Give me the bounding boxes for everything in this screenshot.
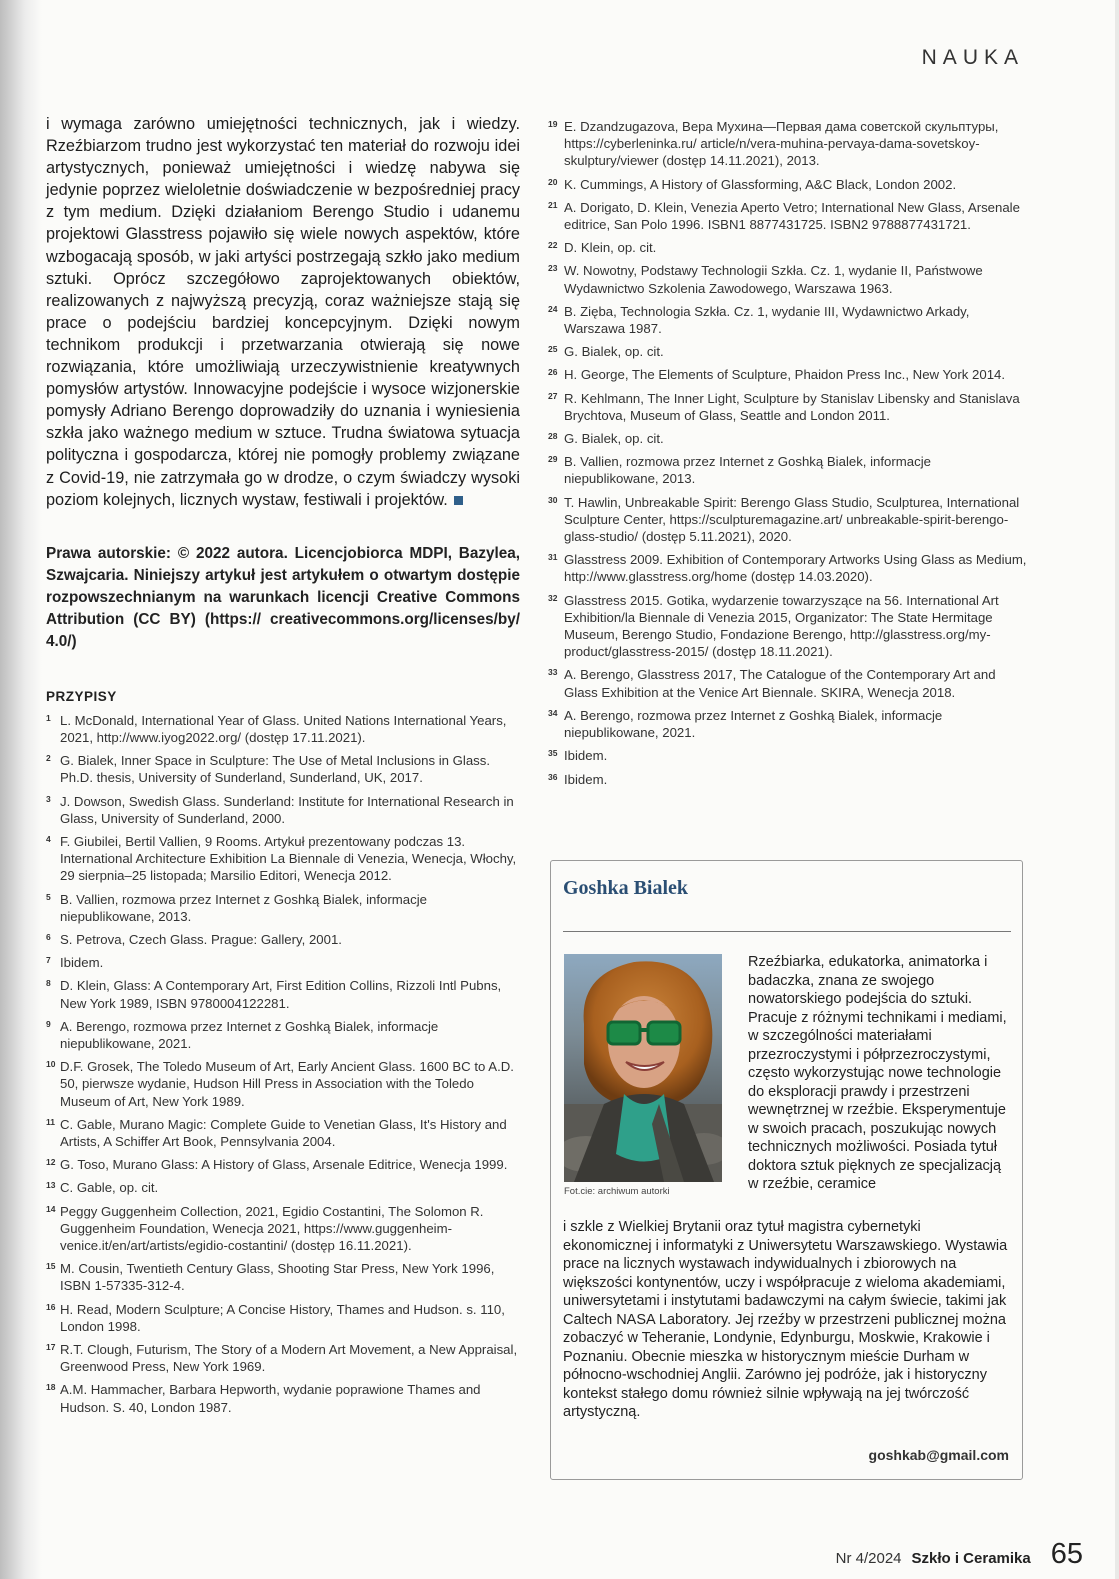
footnote-text: K. Cummings, A History of Glassforming, A&C Black, London 2002. [564, 176, 957, 192]
footnote-item [548, 592, 1028, 661]
footnote-item [548, 239, 1028, 256]
magazine-title: Szkło i Ceramika [911, 1550, 1031, 1567]
footnote-item [46, 954, 520, 971]
footnote-item [46, 931, 520, 948]
footnote-item [46, 1260, 520, 1294]
footnote-text: S. Petrova, Czech Glass. Prague: Gallery, 2001. [60, 931, 342, 947]
footnote-number: 33 [548, 667, 558, 678]
page-number: 65 [1050, 1538, 1083, 1570]
footnote-number: 21 [548, 199, 558, 210]
section-label: NAUKA [921, 46, 1024, 69]
footnote-item [548, 303, 1028, 337]
footnote-text: F. Giubilei, Bertil Vallien, 9 Rooms. Artykuł prezentowany podczas 13. International Architecture Exhibition La Biennale di Venezia, Wenecja, Włochy, 29 sierpnia–25 listopada; Marsilio Editori, Wenecja 2012. [60, 833, 517, 884]
footnote-number: 31 [548, 552, 558, 563]
footnote-text: G. Bialek, Inner Space in Sculpture: The Use of Metal Inclusions in Glass. Ph.D. thesis, University of Sunderland, Sunderland, UK, 2017. [60, 753, 491, 786]
footnote-item [548, 707, 1028, 741]
footnote-item [548, 494, 1028, 546]
footnote-number: 25 [548, 344, 558, 355]
footnote-text: H. Read, Modern Sculpture; A Concise History, Thames and Hudson. s. 110, London 1998. [60, 1301, 505, 1334]
footnote-number: 6 [46, 931, 51, 942]
footnote-item [548, 343, 1028, 360]
footnote-text: Glasstress 2009. Exhibition of Contemporary Artworks Using Glass as Medium, http://www.glasstress.org/home (dostęp 14.03.2020). [564, 552, 1027, 585]
footnote-number: 15 [46, 1261, 56, 1272]
footnote-number: 10 [46, 1059, 56, 1070]
footnote-number: 27 [548, 390, 558, 401]
footnote-text: A.M. Hammacher, Barbara Hepworth, wydanie poprawione Thames and Hudson. S. 40, London 1987. [60, 1382, 481, 1415]
footnote-item [46, 1341, 520, 1375]
footnote-text: Ibidem. [564, 748, 608, 764]
footnote-text: R. Kehlmann, The Inner Light, Sculpture by Stanislav Libensky and Stanislava Brychtova, Museum of Glass, Seattle and London 2011. [564, 390, 1020, 423]
footnote-number: 13 [46, 1180, 56, 1191]
footnote-item [46, 1116, 520, 1150]
left-column [46, 113, 520, 1422]
photo-credit: Fot.cie: archiwum autorki [564, 1186, 670, 1197]
footnote-number: 19 [548, 119, 558, 129]
footnote-item [46, 752, 520, 786]
bio-divider [563, 931, 1011, 932]
footnotes-list-right [548, 118, 1028, 788]
footnote-text: W. Nowotny, Podstawy Technologii Szkła. Cz. 1, wydanie II, Państwowe Wydawnictwo Szkolenia Zawodowego, Warszawa 1963. [564, 263, 983, 296]
footnote-number: 23 [548, 263, 558, 274]
footnote-item [548, 430, 1028, 447]
footnote-item [548, 771, 1028, 788]
footnote-item [46, 793, 520, 827]
footnote-item [46, 1179, 520, 1196]
footnote-number: 3 [46, 793, 51, 804]
footnote-text: D. Klein, Glass: A Contemporary Art, First Edition Collins, Rizzoli Intl Pubns, New York 1989, ISBN 9780004122281. [60, 978, 502, 1011]
footnote-text: A. Berengo, Glasstress 2017, The Catalogue of the Contemporary Art and Glass Exhibition at the Venice Art Biennale. SKIRA, Wenecja 2018. [564, 667, 996, 700]
bio-text-beside-photo: Rzeźbiarka, edukatorka, animatorka i badaczka, znana ze swojego nowatorskiego podejścia do sztuki. Pracuje z różnymi technikami i mediami, w szczególności materiałami przezroczystymi i półprzezroczystymi, często wykorzystując nowe technologie do eksploracji prawdy i przestrzeni wewnętrznej w rzeźbie. Eksperymentuje w swoich pracach, poszukując nowych technicznych możliwości. Posiada tytuł doktora sztuk pięknych ze specjalizacją w rzeźbie, ceramice [748, 954, 1007, 1192]
footnote-item [548, 390, 1028, 424]
footnote-item [46, 1156, 520, 1173]
footnote-number: 14 [46, 1203, 56, 1214]
footnote-item [548, 366, 1028, 383]
footnotes-heading: PRZYPISY [46, 688, 117, 704]
footnote-number: 8 [46, 978, 51, 989]
footnote-text: A. Berengo, rozmowa przez Internet z Goshką Bialek, informacje niepublikowane, 2021. [60, 1018, 439, 1051]
footnote-number: 11 [46, 1116, 55, 1127]
footnote-number: 20 [548, 176, 558, 187]
footnote-text: B. Vallien, rozmowa przez Internet z Goshką Bialek, informacje niepublikowane, 2013. [60, 891, 427, 924]
footnote-number: 32 [548, 592, 558, 603]
author-photo [564, 954, 722, 1182]
footnote-text: J. Dowson, Swedish Glass. Sunderland: Institute for International Research in Glass, University of Sunderland, 2000. [60, 793, 514, 826]
footnote-number: 9 [46, 1018, 51, 1029]
footnote-item [548, 666, 1028, 700]
footnote-number: 34 [548, 707, 558, 718]
footnote-text: Peggy Guggenheim Collection, 2021, Egidio Costantini, The Solomon R. Guggenheim Foundation, Wenecja 2021, https://www.guggenheim-venice.it/en/art/artists/egidio-costantini/ (dostęp 16.11.2021). [60, 1203, 484, 1253]
footnote-text: B. Vallien, rozmowa przez Internet z Goshką Bialek, informacje niepublikowane, 2013. [564, 454, 931, 487]
footnote-number: 22 [548, 240, 558, 251]
footnote-text: A. Berengo, rozmowa przez Internet z Goshką Bialek, informacje niepublikowane, 2021. [564, 707, 943, 741]
page-right-edge [1115, 0, 1119, 1579]
footnote-item [46, 712, 520, 746]
footnote-number: 16 [46, 1301, 56, 1312]
footnote-text: G. Toso, Murano Glass: A History of Glass, Arsenale Editrice, Wenecja 1999. [60, 1157, 508, 1173]
page-edge-shadow [0, 0, 42, 1579]
footnote-text: G. Bialek, op. cit. [564, 431, 664, 447]
footnote-number: 30 [548, 494, 558, 505]
footnote-number: 24 [548, 303, 558, 314]
license-notice: Prawa autorskie: © 2022 autora. Licencjobiorca MDPI, Bazylea, Szwajcaria. Niniejszy artykuł jest artykułem o otwartym dostępie rozpowszechnianym na warunkach licencji Creative Commons Attribution (CC BY) (https:// creativecommons.org/licenses/by/ 4.0/) [46, 544, 520, 650]
bio-text-full-width: i szkle z Wielkiej Brytanii oraz tytuł magistra cybernetyki ekonomicznej i informatyki z Uniwersytetu Warszawskiego. Wystawia prace na licznych wystawach indywidualnych i zbiorowych na większości kontynentów, uczy i współpracuje z wieloma akademiami, uniwersytetami i instytutami badawczymi na całym świecie, takimi jak Caltech NASA Laboratory. Jej rzeźby w przestrzeni publicznej można zobaczyć w Teheranie, Londynie, Edynburgu, Moskwie, Krakowie i Poznaniu. Obecnie mieszka w historycznym mieście Durham w północno-wschodniej Anglii. Zarówno jej podróże, jak i historyczny kontekst stałego domu również silnie wpływają na jej twórczość artystyczną. [563, 1219, 1008, 1420]
footnote-number: 17 [46, 1341, 56, 1352]
author-portrait-illustration [564, 954, 722, 1182]
footnote-number: 1 [46, 712, 51, 723]
footnote-number: 36 [548, 771, 558, 782]
footnote-text: R.T. Clough, Futurism, The Story of a Modern Art Movement, a New Appraisal, Greenwood Press, New York 1969. [60, 1341, 518, 1375]
footnote-text: D. Klein, op. cit. [564, 240, 657, 256]
footnote-item [548, 176, 1028, 193]
footnote-number: 7 [46, 955, 51, 966]
footnote-text: Ibidem. [60, 955, 104, 971]
right-column [548, 118, 1028, 794]
footnote-item [548, 551, 1028, 585]
issue-number: Nr 4/2024 [835, 1550, 902, 1567]
author-email-link[interactable]: goshkab@gmail.com [868, 1447, 1009, 1463]
footnote-item [548, 118, 1028, 170]
author-name: Goshka Bialek [563, 877, 689, 899]
footnote-number: 35 [548, 748, 558, 759]
footnote-item [548, 453, 1028, 487]
end-of-article-mark [454, 496, 463, 505]
footnote-number: 12 [46, 1157, 56, 1168]
footnote-item [46, 1018, 520, 1052]
footnote-item [548, 199, 1028, 233]
footnote-item [548, 747, 1028, 764]
footnote-number: 2 [46, 753, 51, 764]
footnote-number: 5 [46, 891, 51, 902]
footnote-number: 28 [548, 431, 558, 442]
footnote-item [46, 1301, 520, 1335]
footnote-text: E. Dzandzugazova, Вера Мухина—Первая дама советской скульптуры, https://cyberleninka.ru/ article/n/vera-muhina-pervaya-dama-sovetskoy-skulptury/viewer (dostęp 14.11.2021), 2013. [564, 119, 999, 169]
footnote-number: 29 [548, 454, 558, 465]
footnote-number: 26 [548, 367, 558, 378]
footnote-text: L. McDonald, International Year of Glass. United Nations International Years, 2021, http://www.iyog2022.org/ (dostęp 17.11.2021). [60, 712, 507, 745]
footnote-item [46, 891, 520, 925]
article-body-text [46, 113, 520, 511]
footnote-text: T. Hawlin, Unbreakable Spirit: Berengo Glass Studio, Sculpturea, International Sculpture Center, https://sculpturemagazine.art/ unbreakable-spirit-berengo-glass-studio/ (dostęp 5.11.2021), 2020. [564, 494, 1020, 545]
footnote-text: G. Bialek, op. cit. [564, 344, 664, 360]
footnote-text: Ibidem. [564, 771, 608, 787]
author-bio-box [550, 860, 1023, 1480]
footnote-item [46, 1058, 520, 1110]
footnote-text: D.F. Grosek, The Toledo Museum of Art, Early Ancient Glass. 1600 BC to A.D. 50, pierwsze wydanie, Hudson Hill Press in Association with the Toledo Museum of Art, New York 1989. [60, 1059, 514, 1109]
footnote-number: 4 [46, 833, 51, 844]
footnote-text: A. Dorigato, D. Klein, Venezia Aperto Vetro; International New Glass, Arsenale editrice, San Polo 1996. ISBN1 8877431725. ISBN2 9788877431721. [564, 199, 1020, 233]
footnote-text: M. Cousin, Twentieth Century Glass, Shooting Star Press, New York 1996, ISBN 1-57335-312-4. [60, 1261, 495, 1294]
footnote-item [46, 833, 520, 885]
footnote-number: 18 [46, 1382, 56, 1393]
footnote-item [46, 1381, 520, 1415]
footnote-text: B. Zięba, Technologia Szkła. Cz. 1, wydanie III, Wydawnictwo Arkady, Warszawa 1987. [564, 303, 970, 337]
footnote-text: C. Gable, Murano Magic: Complete Guide to Venetian Glass, It's History and Artists, A Schiffer Art Book, Pennsylvania 2004. [60, 1116, 507, 1149]
footnote-text: Glasstress 2015. Gotika, wydarzenie towarzyszące na 56. International Art Exhibition/la Biennale di Venezia 2015, Organizator: The State Hermitage Museum, Berengo Studio, Fondazione Berengo, http://glasstress.org/my-product/glasstress-2015/ (dostęp 18.11.2021). [564, 592, 999, 660]
page-footer [836, 1538, 1083, 1571]
body-paragraph: i wymaga zarówno umiejętności technicznych, jak i wiedzy. Rzeźbiarzom trudno jest wykorzystać ten materiał do rozwoju idei artystycznych, ponieważ umiejętności i wiedzę nabywa się jedynie poprzez wieloletnie doświadczenie w bezpośredniej pracy z tym medium. Dzięki działaniom Berengo Studio i udanemu projektowi Glasstress pojawiło się wiele nowych aspektów, które wzbogacają sposób, w jaki artyści postrzegają szkło jako medium sztuki. Oprócz szczegółowo zaprojektowanych obiektów, realizowanych z najwyższą precyzją, coraz ważniejsze stają się prace o podejściu bardziej koncepcyjnym. Dzięki nowym technikom produkcji i przetwarzania otwierają się nowe rozwiązania, które umożliwiają urzeczywistnienie kreatywnych pomysłów artystów. Innowacyjne podejście i wysoce wizjonerskie pomysły Adriano Berengo doprowadziły do uznania i wyniesienia szkła jako ważnego medium w sztuce. Trudna światowa sytuacja polityczna i gospodarcza, której nie pomogły problemy związane z Covid-19, nie zatrzymała go w drodze, o czym świadczy wysoki poziom kolejnych, licznych wystaw, festiwali i projektów. [46, 115, 520, 509]
footnote-item [46, 977, 520, 1011]
footnote-text: C. Gable, op. cit. [60, 1180, 159, 1196]
footnote-item [548, 262, 1028, 296]
footnote-item [46, 1203, 520, 1255]
footnotes-list-left [46, 712, 520, 1416]
footnote-text: H. George, The Elements of Sculpture, Phaidon Press Inc., New York 2014. [564, 367, 1006, 383]
